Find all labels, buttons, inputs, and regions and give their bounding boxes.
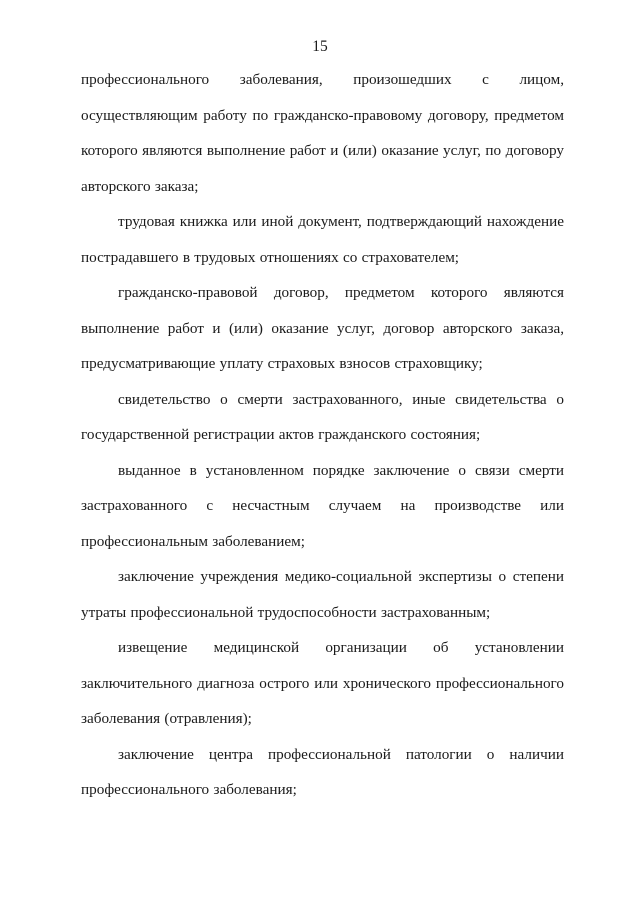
- paragraph-medical-notice: извещение медицинской организации об установлении заключительного диагноза острого или хронического профессионального заболевания (отравления);: [81, 639, 564, 727]
- paragraph-death-certificate: свидетельство о смерти застрахованного, иные свидетельства о государственной регистрации актов гражданского состояния;: [81, 390, 564, 443]
- paragraph-continued: профессионального заболевания, произошедших с лицом, осуществляющим работу по гражданско-правовому договору, предметом которого являются выполнение работ и (или) оказание услуг, по договору авторского заказа;: [81, 71, 564, 195]
- document-body: [81, 62, 564, 808]
- paragraph-work-record-book: трудовая книжка или иной документ, подтверждающий нахождение пострадавшего в трудовых отношениях со страхователем;: [81, 213, 564, 266]
- paragraph-medical-expertise-conclusion: заключение учреждения медико-социальной экспертизы о степени утраты профессиональной трудоспособности застрахованным;: [81, 568, 564, 621]
- paragraph-civil-contract: гражданско-правовой договор, предметом которого являются выполнение работ и (или) оказание услуг, договор авторского заказа, предусматривающие уплату страховых взносов страховщику;: [81, 284, 564, 372]
- paragraph-occupational-pathology-conclusion: заключение центра профессиональной патологии о наличии профессионального заболевания;: [81, 745, 564, 798]
- paragraph-death-causation-conclusion: выданное в установленном порядке заключение о связи смерти застрахованного с несчастным случаем на производстве или профессиональным заболеванием;: [81, 461, 564, 550]
- page-number: 15: [312, 38, 328, 55]
